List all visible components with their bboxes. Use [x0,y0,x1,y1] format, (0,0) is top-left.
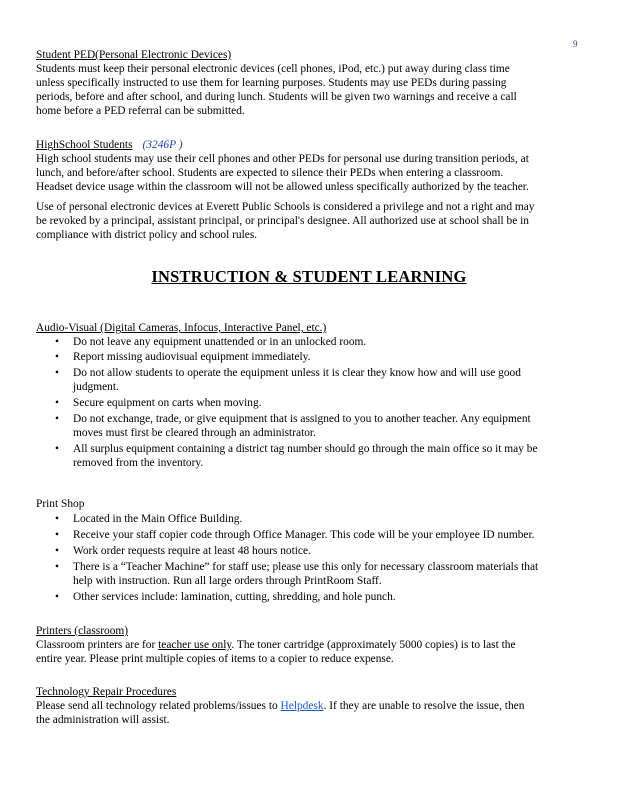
printers-line: entire year. Please print multiple copies of items to a copier to reduce expense. [36,653,394,665]
av-list [36,335,576,470]
hs-line: Headset device usage within the classroom will not be allowed unless specifically authorized by the teacher. [36,181,529,193]
tech-line: Please send all technology related problems/issues to Helpdesk. If they are unable to resolve the issue, then [36,700,525,712]
list-item: • Work order requests require at least 48 hours notice. [36,544,576,558]
helpdesk-link[interactable]: Helpdesk [280,700,324,712]
hs-para2-line: compliance with district policy and school rules. [36,229,258,241]
tech-heading: Technology Repair Procedures [36,686,177,698]
ped-line: unless specifically instructed to use them for learning purposes. Students may use PEDs during passing [36,77,507,89]
print-heading: Print Shop [36,498,85,510]
page-number: 9 [573,39,578,49]
list-item: • Other services include: lamination, cutting, shredding, and hole punch. [36,590,576,604]
printers-heading: Printers (classroom) [36,625,129,637]
hs-para2-line: Use of personal electronic devices at Everett Public Schools is considered a privilege and not a right and may [36,201,535,213]
printers-section [36,624,576,666]
av-section [36,321,576,470]
hs-line: lunch, and before/after school. Students are expected to silence their PEDs when entering a classroom. [36,167,504,179]
hs-heading: HighSchool Students [36,139,133,151]
av-heading: Audio-Visual (Digital Cameras, Infocus, Interactive Panel, etc.) [36,322,327,334]
ped-section [36,48,576,118]
tech-section [36,685,576,727]
print-section [36,497,576,604]
list-item: • There is a “Teacher Machine” for staff use; please use this only for necessary classroom materials that help with instruction. Run all large orders through PrintRoom Staff. [36,560,576,588]
policy-code: (3246P ) [142,139,183,151]
list-item: • Do not exchange, trade, or give equipment that is assigned to you to another teacher. Any equipment moves must first be cleared through an administrator. [36,412,576,440]
hs-section [36,138,576,242]
list-item: • All surplus equipment containing a district tag number should go through the main office so it may be removed from the inventory. [36,442,576,470]
ped-line: Students must keep their personal electronic devices (cell phones, iPod, etc.) put away during class time [36,63,510,75]
list-item: • Report missing audiovisual equipment immediately. [36,350,576,364]
section-title: INSTRUCTION & STUDENT LEARNING [151,267,467,286]
list-item: • Do not allow students to operate the equipment unless it is clear they know how and will use good judgment. [36,366,576,394]
list-item: • Do not leave any equipment unattended or in an unlocked room. [36,335,576,349]
ped-heading: Student PED(Personal Electronic Devices) [36,49,232,61]
hs-para2-line: be revoked by a principal, assistant principal, or principal's designee. All authorized use at school shall be in [36,215,529,227]
list-item: • Located in the Main Office Building. [36,512,576,526]
hs-line: High school students may use their cell phones and other PEDs for personal use during transition periods, at [36,153,529,165]
print-list [36,512,576,604]
tech-line: the administration will assist. [36,714,170,726]
ped-line: home before a PED referral can be submitted. [36,105,245,117]
ped-line: periods, before and after school, and during lunch. Students will be given two warnings and receive a call [36,91,517,103]
list-item: • Receive your staff copier code through Office Manager. This code will be your employee ID number. [36,528,576,542]
list-item: • Secure equipment on carts when moving. [36,396,576,410]
printers-line: Classroom printers are for teacher use only. The toner cartridge (approximately 5000 copies) is to last the [36,639,516,651]
